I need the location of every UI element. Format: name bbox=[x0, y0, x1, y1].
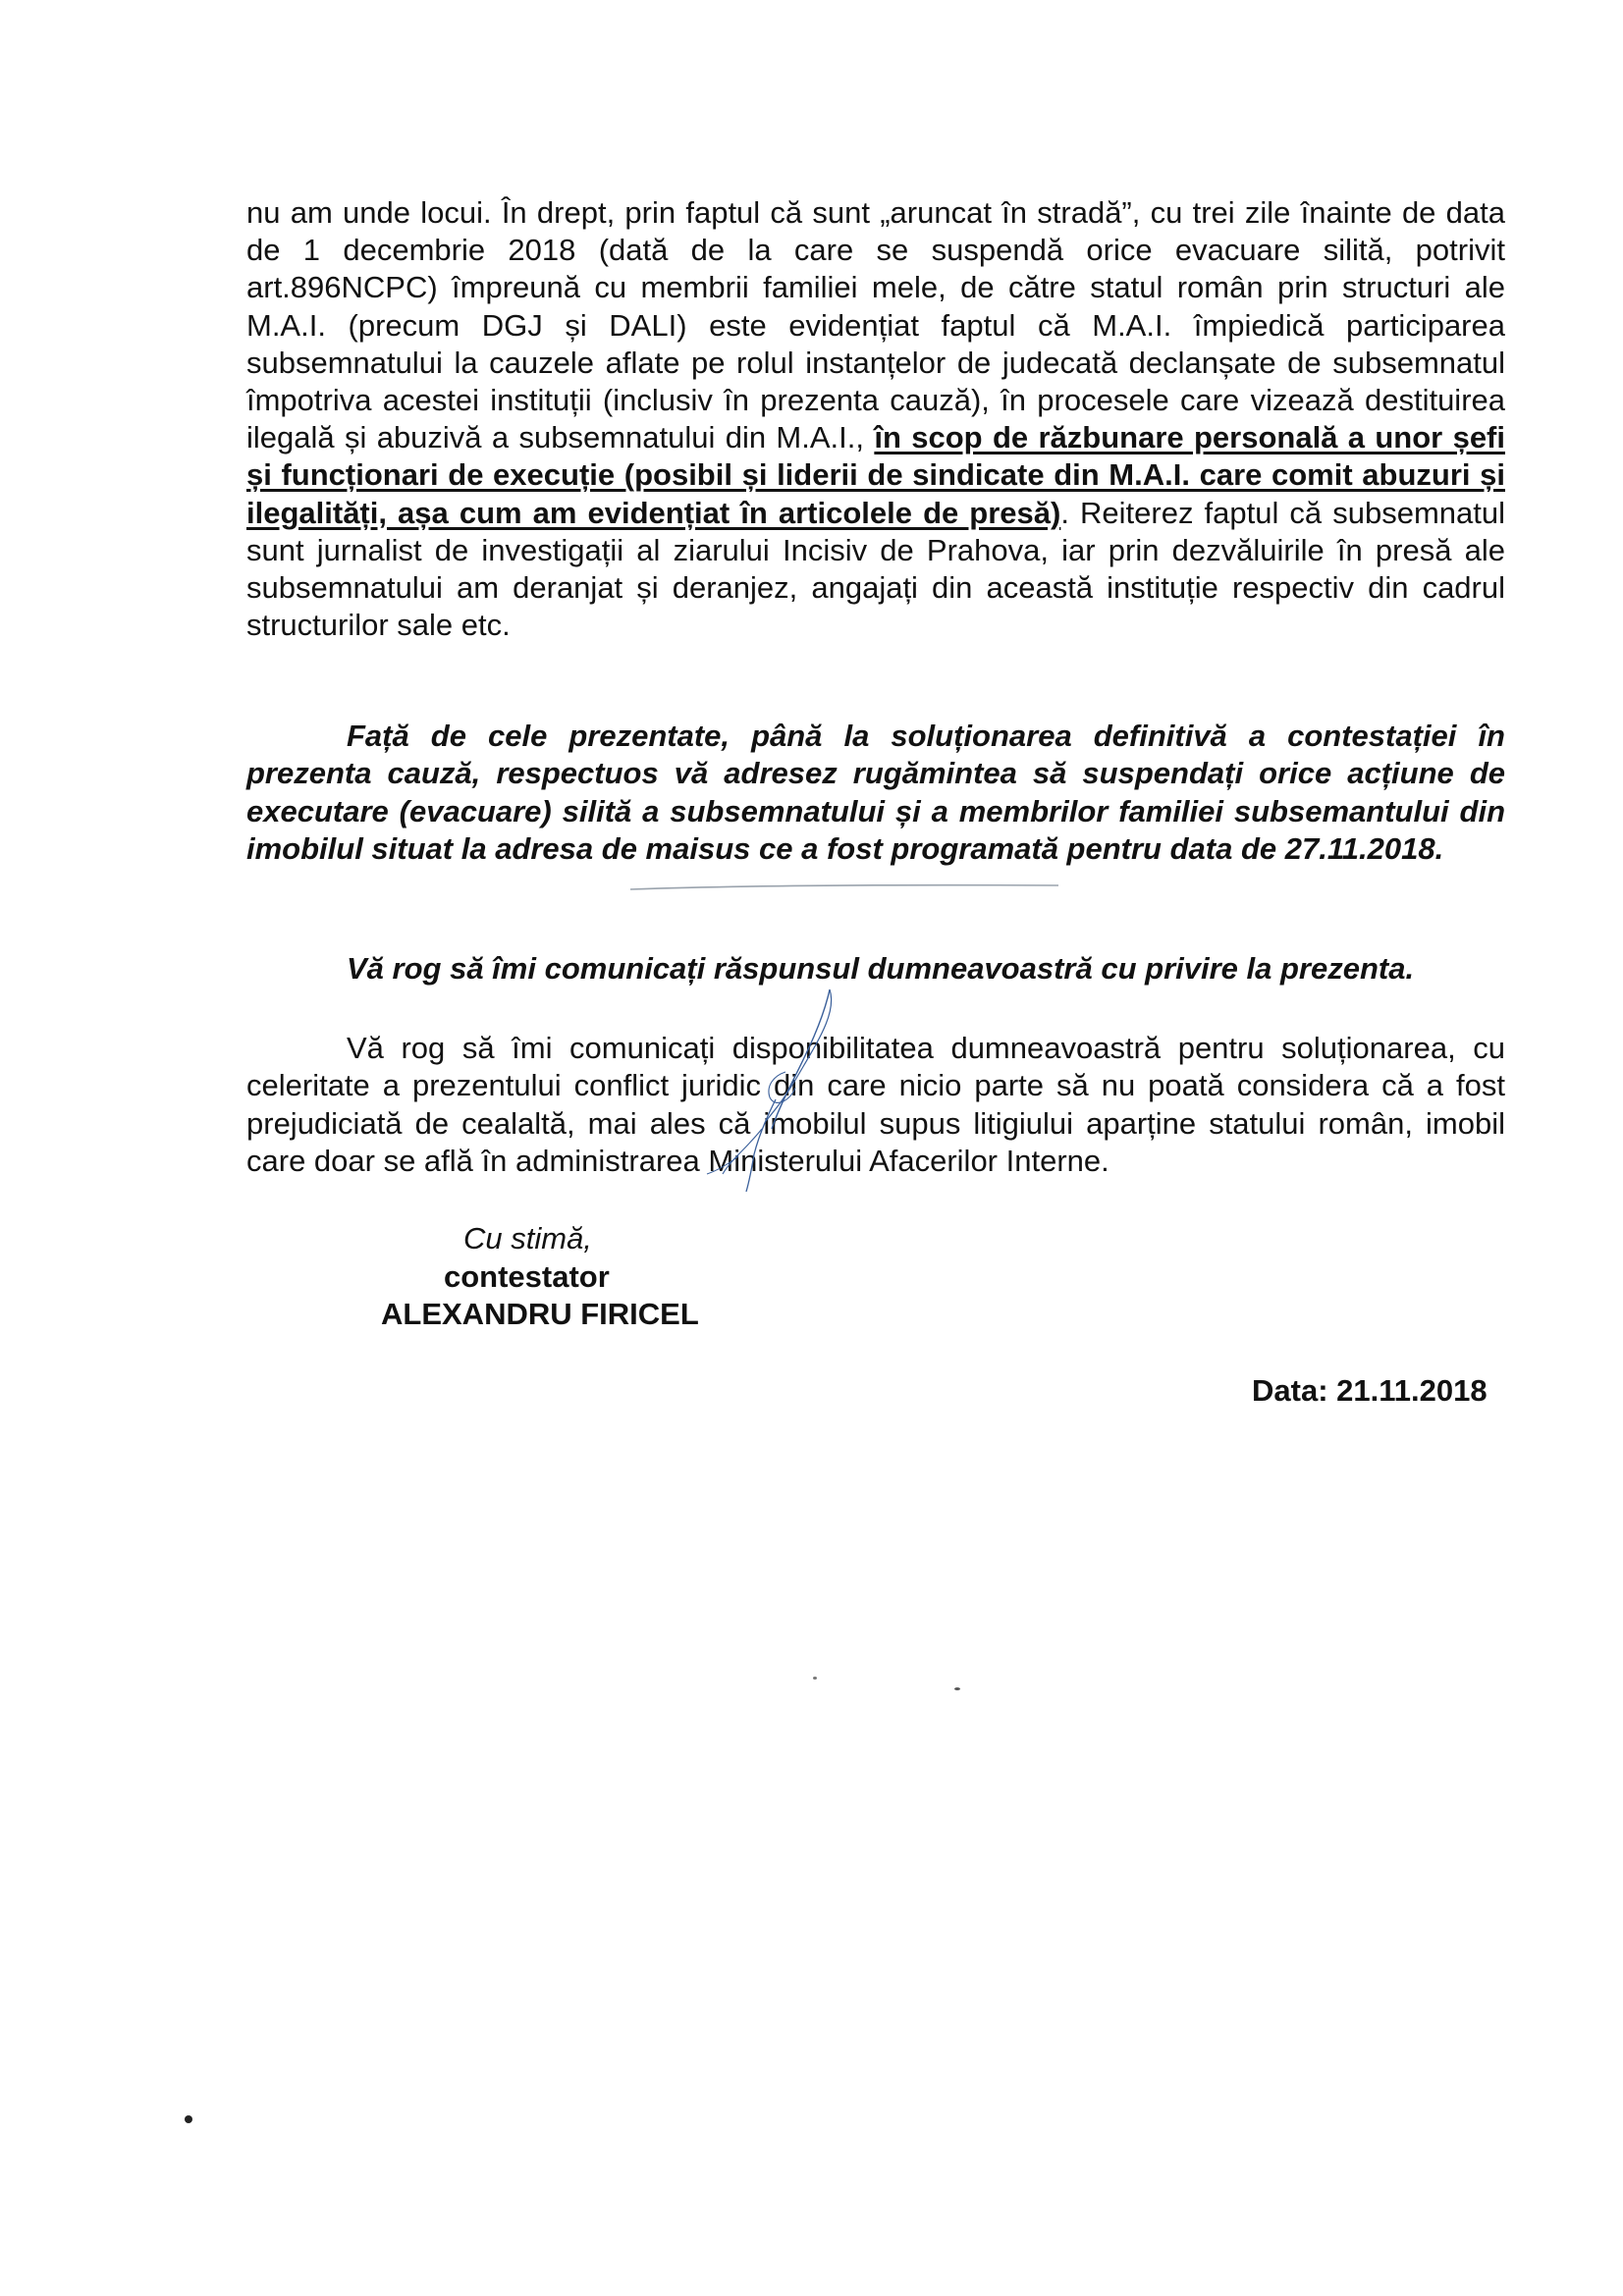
scan-speck bbox=[185, 2115, 192, 2123]
closing-greeting: Cu stimă, bbox=[463, 1221, 592, 1255]
paragraph-availability: Vă rog să îmi comunicați disponibilitatea dumneavoastră pentru soluționarea, cu celeritate a prezentului conflict juridic din care nicio parte să nu poată considera că a fost prejudiciată de cealaltă, mai ales că imobilul supus litigiului aparține statului român, imobil care doar se află în administrarea Ministerului Afacerilor Interne. bbox=[246, 1031, 1505, 1178]
handwritten-stroke bbox=[628, 881, 1060, 893]
scan-speck bbox=[813, 1677, 817, 1680]
closing-name: ALEXANDRU FIRICEL bbox=[381, 1297, 699, 1331]
paragraph-request: Față de cele prezentate, până la soluționarea definitivă a contestației în prezenta cauză, respectuos vă adresez rugămintea să suspendați orice acțiune de executare (evacuare) silită a subsemnatului și a membrilor familiei subsemantului din imobilul situat la adresa de maisus ce a fost programată pentru data de 27.11.2018. bbox=[246, 719, 1505, 866]
paragraph-response-request: Vă rog să îmi comunicați răspunsul dumneavoastră cu privire la prezenta. bbox=[347, 951, 1415, 986]
document-date: Data: 21.11.2018 bbox=[1252, 1373, 1488, 1408]
scan-speck bbox=[954, 1687, 960, 1690]
handwritten-signature bbox=[628, 982, 864, 1198]
paragraph-context bbox=[246, 194, 1505, 644]
paragraph-context-underlined-text: în scop de răzbunare personală a unor șefi și funcționari de execuție (posibil și liderii de sindicate din M.A.I. care comit abuzuri și ilegalități, așa cum am evidențiat în articolele de presă) bbox=[246, 420, 1505, 530]
paragraph-context-text-end: . Reiterez faptul că subsemnatul sunt jurnalist de investigații al ziarului Incisiv de Prahova, iar prin dezvăluirile în presă ale subsemnatului am deranjat și deranjez, angajați din această instituție respectiv din cadrul structurilor sale etc. bbox=[246, 495, 1505, 643]
paragraph-context-text-start: nu am unde locui. În drept, prin faptul că sunt „aruncat în stradă”, cu trei zile înainte de data de 1 decembrie 2018 (dată de la care se suspendă orice evacuare silită, potrivit art.896NCPC) împreună cu membrii familiei mele, de către statul român prin structuri ale M.A.I. (precum DGJ și DALI) este evidențiat faptul că M.A.I. împiedică participarea subsemnatului la cauzele aflate pe rolul instanțelor de judecată declanșate de subsemnatul împotriva acestei instituții (inclusiv în prezenta cauză), în procesele care vizează destituirea ilegală și abuzivă a subsemnatului din M.A.I., bbox=[246, 195, 1505, 455]
closing-role: contestator bbox=[444, 1259, 610, 1294]
